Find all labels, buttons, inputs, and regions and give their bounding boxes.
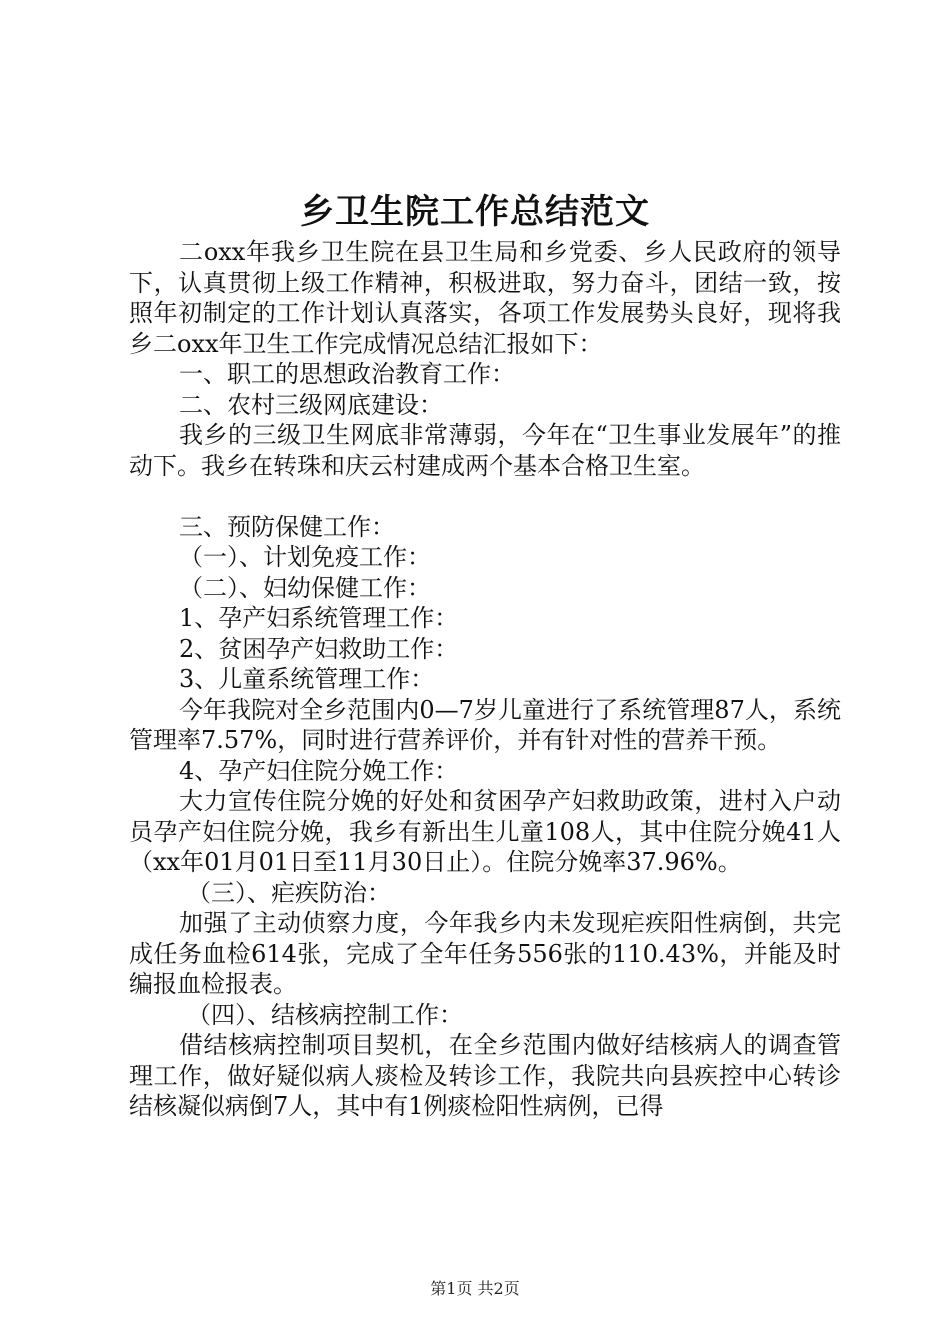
item-hospital-delivery: 4、孕产妇住院分娩工作： — [179, 756, 459, 785]
paragraph-child-management: 今年我院对全乡范围内0—7岁儿童进行了系统管理87人，系统管理率7.57%，同时进行营养评价，并有针对性的营养干预。 — [129, 695, 841, 754]
document-title: 乡卫生院工作总结范文 — [300, 192, 650, 232]
paragraph-hospital-delivery: 大力宣传住院分娩的好处和贫困孕产妇救助政策，进村入户动员孕产妇住院分娩，我乡有新出生儿童108人，其中住院分娩41人（xx年01月01日至11月30日止）。住院分娩率37.96%。 — [129, 787, 841, 876]
heading-section-1: 一、职工的思想政治教育工作： — [179, 360, 515, 388]
paragraph-network: 我乡的三级卫生网底非常薄弱，今年在“卫生事业发展年”的推动下。我乡在转珠和庆云村建成两个基本合格卫生室。 — [129, 421, 841, 480]
item-maternal-management: 1、孕产妇系统管理工作： — [179, 604, 459, 632]
paragraph-malaria: 加强了主动侦察力度，今年我乡内未发现疟疾阳性病倒，共完成任务血检614张，完成了全年任务556张的110.43%，并能及时编报血检报表。 — [129, 909, 841, 998]
heading-section-3: 三、预防保健工作： — [179, 512, 395, 541]
heading-section-2: 二、农村三级网底建设： — [179, 390, 443, 419]
paragraph-intro: 二oxx年我乡卫生院在县卫生局和乡党委、乡人民政府的领导下，认真贯彻上级工作精神，积极进取，努力奋斗，团结一致，按照年初制定的工作计划认真落实，各项工作发展势头良好，现将我乡二oxx年卫生工作完成情况总结汇报如下： — [129, 238, 841, 358]
subheading-immunization: （一）、计划免疫工作： — [179, 543, 431, 571]
item-child-management: 3、儿童系统管理工作： — [179, 665, 435, 693]
subheading-tuberculosis: （四）、结核病控制工作： — [187, 1000, 463, 1029]
blank-line — [129, 481, 841, 512]
subheading-maternal-child: （二）、妇幼保健工作： — [179, 573, 431, 602]
document-body — [129, 237, 841, 1122]
paragraph-tuberculosis: 借结核病控制项目契机，在全乡范围内做好结核病人的调查管理工作，做好疑似病人痰检及转诊工作，我院共向县疾控中心转诊结核凝似病倒7人，其中有1例痰检阳性病例，已得 — [129, 1031, 841, 1120]
page-footer: 第1页 共2页 — [430, 1279, 520, 1298]
item-poor-maternal-aid: 2、贫困孕产妇救助工作： — [179, 634, 459, 663]
subheading-malaria: （三）、疟疾防治： — [187, 878, 391, 907]
